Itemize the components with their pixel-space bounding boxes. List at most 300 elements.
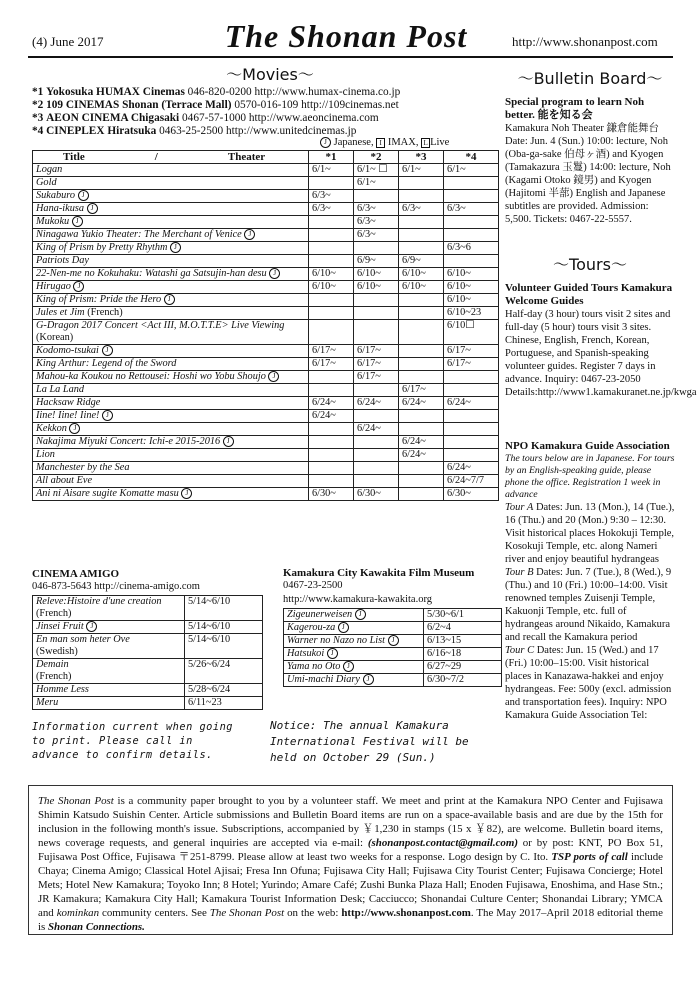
film-title: En man som heter Ove [36,634,130,645]
film-title-cell [33,596,185,621]
movie-title-cell [33,475,309,488]
movie-title: G-Dragon 2017 Concert <Act III, M.O.T.T.E> Live Viewing [36,320,285,331]
movie-title-cell [33,449,309,462]
movie-title: La La Land [36,384,85,395]
showing-cell-4 [444,229,499,242]
showing-cell-2: 6/3~ [354,203,399,216]
table-header-row [33,151,499,164]
film-dates: 6/2~4 [424,622,502,635]
vg-heading: Volunteer Guided Tours Kamakura Welcome Guides [505,282,673,307]
footer-p6: . The May 2017–April 2018 editorial theme is [38,907,663,933]
table-row [33,423,499,436]
footer-theme: Shonan Connections. [48,921,145,933]
footer-p4: community centers. See [99,907,210,919]
cinema-name: Yokosuka HUMAX Cinemas [46,86,185,98]
tour-b-label: Tour B [505,567,534,578]
table-row [33,294,499,307]
showing-cell-3 [399,177,444,190]
table-row [33,634,263,659]
movie-title-cell [33,358,309,371]
footer-email[interactable]: (shonanpost.contact@gmail.com) [367,837,518,849]
movie-title: Mahou-ka Koukou no Rettousei: Hoshi wo Yobu Shoujo [36,371,266,382]
showing-cell-1 [309,320,354,345]
movie-title-cell [33,255,309,268]
movie-title-cell [33,410,309,423]
showing-cell-2 [354,294,399,307]
issue-date: (4) June 2017 [32,34,104,49]
tours-title: ～Tours～ [553,255,627,274]
table-row [284,648,502,661]
col-header-3: *3 [399,151,444,164]
showing-cell-1 [309,384,354,397]
movie-title-cell [33,216,309,229]
showing-cell-2 [354,462,399,475]
noh-heading: Special program to learn Noh better. 能を知る会 [505,96,645,121]
footer-kominkan: kominkan [56,907,100,919]
showing-cell-3 [399,410,444,423]
showing-cell-4: 6/10☐ [444,320,499,345]
film-title-cell [284,622,424,635]
japanese-icon: J [327,648,338,659]
tours-npo [505,440,675,722]
showing-cell-3 [399,345,444,358]
showing-cell-1: 6/17~ [309,358,354,371]
footer-p3: include Chaya; Cinema Amigo; Classical Hotel Ajisai; Fresa Inn Ofuna; Fujisawa City Hall; Fujisawa City Tourist Center; Fujisawa Concierge; Hotel Mets; Hotel New Kamakura; Toyoko Inn; 8 Hotel; Yurindo; Amare Café; Zushi Bunka Plaza Hall; Enoden Fujisawa, Enoshima, and Hase Stn.; JR Kamakura; Kamakura City Hall; Kamakura Tourist Information Desk; Cacciucco; Shonandai Culture Center; Shonandai Library; YMCA and [38,851,663,919]
movie-schedule-table [32,150,499,501]
showing-cell-4: 6/3~ [444,203,499,216]
showing-cell-3 [399,216,444,229]
showing-cell-1: 6/10~ [309,281,354,294]
showing-cell-2: 6/24~ [354,423,399,436]
table-row [33,659,263,684]
japanese-icon: J [338,622,349,633]
film-title: Umi-machi Diary [287,674,360,685]
showing-cell-3: 6/1~ [399,164,444,177]
movie-title-cell [33,436,309,449]
film-title-cell [33,697,185,710]
japanese-icon: J [69,423,80,434]
showing-cell-3 [399,358,444,371]
movie-title-cell [33,268,309,281]
kawakita-table [283,608,502,687]
col-header-2: *2 [354,151,399,164]
cinema-number: *1 [32,86,44,98]
movie-title-cell [33,384,309,397]
film-title-cell [284,609,424,622]
tours-volunteer [505,282,697,399]
showing-cell-2 [354,449,399,462]
showing-cell-3: 6/10~ [399,268,444,281]
movie-title-cell [33,203,309,216]
showing-cell-3: 6/24~ [399,436,444,449]
amigo-table [32,595,263,710]
film-title: Warner no Nazo no List [287,635,386,646]
film-title-cell [284,661,424,674]
japanese-icon: J [102,410,113,421]
table-row [284,622,502,635]
showing-cell-1 [309,177,354,190]
showing-cell-2 [354,436,399,449]
showing-cell-1: 6/24~ [309,397,354,410]
movie-title-cell [33,320,309,345]
showing-cell-1 [309,216,354,229]
table-row [33,216,499,229]
showing-cell-2: 6/9~ [354,255,399,268]
showing-cell-3 [399,190,444,203]
japanese-icon: J [72,216,83,227]
film-language: (French) [36,608,72,619]
showing-cell-4: 6/30~ [444,488,499,501]
cinema-list-item [32,86,502,99]
showing-cell-3 [399,307,444,320]
movie-title: 22-Nen-me no Kokuhaku: Watashi ga Satsujin-han desu [36,268,267,279]
movies-legend: J Japanese, I IMAX, L Live [320,137,449,148]
footer-paper-name-2: The Shonan Post [209,907,285,919]
table-row [33,371,499,384]
showing-cell-4: 6/10~ [444,294,499,307]
cinema-name: CINEPLEX Hiratsuka [46,125,157,137]
japanese-icon: J [170,242,181,253]
japanese-icon: J [355,609,366,620]
amigo-contact: 046-873-5643 http://cinema-amigo.com [32,581,200,592]
movie-title: Hirugao [36,281,71,292]
showing-cell-2 [354,410,399,423]
table-row [33,449,499,462]
showing-cell-1 [309,449,354,462]
showing-cell-2: 6/3~ [354,229,399,242]
table-row [284,609,502,622]
header-rule [28,56,673,58]
cinema-list-item [32,99,502,112]
film-title-cell [33,621,185,634]
showing-cell-2: 6/10~ [354,268,399,281]
cinema-phone: 046-820-0200 [187,86,252,98]
film-title-cell [284,635,424,648]
col-header-4: *4 [444,151,499,164]
movie-title: Ani ni Aisare sugite Komatte masu [36,488,179,499]
showing-cell-1 [309,242,354,255]
film-title: Zigeunerweisen [287,609,353,620]
cinema-name: AEON CINEMA Chigasaki [46,112,180,124]
cinema-number: *2 [32,99,44,111]
showing-cell-3 [399,229,444,242]
film-title: Homme Less [36,684,89,695]
showing-cell-2: 6/17~ [354,358,399,371]
cinema-list [32,86,502,138]
movie-title-cell [33,488,309,501]
film-dates: 6/27~29 [424,661,502,674]
festival-notice: Notice: The annual Kamakura International Festival will be held on October 29 (Sun.) [270,719,469,764]
film-dates: 5/14~6/10 [185,621,263,634]
showing-cell-1: 6/10~ [309,268,354,281]
film-title-cell [284,674,424,687]
japanese-icon: J [164,294,175,305]
showing-cell-3 [399,423,444,436]
showing-cell-4: 6/10~ [444,281,499,294]
showing-cell-1: 6/17~ [309,345,354,358]
movie-title: King of Prism: Pride the Hero [36,294,162,305]
showing-cell-3 [399,294,444,307]
movie-language: (Korean) [36,332,74,343]
table-row [33,488,499,501]
japanese-icon: J [223,436,234,447]
showing-cell-1 [309,255,354,268]
showing-cell-4: 6/10~ [444,268,499,281]
showing-cell-1 [309,229,354,242]
japanese-icon: J [320,137,331,148]
movie-title-cell [33,294,309,307]
showing-cell-2: 6/24~ [354,397,399,410]
movie-title-cell [33,423,309,436]
japanese-icon: J [73,281,84,292]
showing-cell-3: 6/10~ [399,281,444,294]
showing-cell-1 [309,294,354,307]
kawakita-url[interactable]: http://www.kamakura-kawakita.org [283,594,432,605]
showing-cell-4 [444,371,499,384]
footer-web[interactable]: http://www.shonanpost.com [341,907,471,919]
movie-title-cell [33,190,309,203]
showing-cell-3 [399,462,444,475]
showing-cell-4 [444,177,499,190]
cinema-phone: 0467-57-1000 [182,112,247,124]
npo-note: The tours below are in Japanese. For tours by an English-speaking guide, please phone the office. Registration 1 week in advance [505,453,675,500]
showing-cell-1 [309,307,354,320]
film-title: Jinsei Fruit [36,621,84,632]
table-row [33,281,499,294]
movies-section-title: ～Movies～ [226,65,314,84]
showing-cell-3 [399,320,444,345]
showing-cell-4: 6/1~ [444,164,499,177]
film-title: Hatsukoi [287,648,325,659]
footer-p1: is a community paper brought to you by a volunteer staff. We meet and print at the Kamakura NPO Center and Fujisawa Shimin Katsudo Suishin Center. Article submissions and Bulletin Board items are run on a space-available basis and are due by the 15th for inclusion in the following month's issue. Subscriptions, accompanied by ￥1,230 in stamps (15 x ￥82), are welcome. Bulletin board items, news coverage requests, and general inquiries are accepted via e-mail: [38,795,663,849]
col-header-title: Title / Theater [33,151,309,164]
masthead-title: The Shonan Post [224,18,468,54]
npo-heading: NPO Kamakura Guide Association [505,440,670,452]
showing-cell-3 [399,371,444,384]
showing-cell-3: 6/17~ [399,384,444,397]
tour-a-label: Tour A [505,502,534,513]
footer-box [28,785,673,935]
movie-title-cell [33,371,309,384]
table-row [284,661,502,674]
movie-title-cell [33,177,309,190]
film-title: Kagerou-za [287,622,336,633]
table-row [33,384,499,397]
movie-title: Iine! Iine! Iine! [36,410,100,421]
showing-cell-4 [444,384,499,397]
movie-title-cell [33,242,309,255]
table-row [33,697,263,710]
showing-cell-4: 6/17~ [444,345,499,358]
bulletin-title: ～Bulletin Board～ [517,69,663,88]
showing-cell-4 [444,410,499,423]
film-title: Meru [36,697,59,708]
live-icon: L [421,138,430,148]
showing-cell-3: 6/9~ [399,255,444,268]
japanese-icon: J [269,268,280,279]
showing-cell-1 [309,462,354,475]
showing-cell-2: 6/1~ ☐ [354,164,399,177]
table-row [33,475,499,488]
tour-b-text: Dates: Jun. 7 (Tue.), 8 (Wed.), 9 (Thu.) and 10 (Fri.) 10:00–14:00. Visit renowned temples Zuisenji Temple, Kakuonji Temple, etc. full of hydrangeas around Nikaido, Kamakura and recall the Kamakura period [505,567,672,643]
showing-cell-4: 6/10~23 [444,307,499,320]
japanese-icon: J [102,345,113,356]
movie-title: Jules et Jim [36,307,85,318]
movie-title: Kodomo-tsukai [36,345,99,356]
showing-cell-4: 6/17~ [444,358,499,371]
japanese-icon: J [363,674,374,685]
showing-cell-4 [444,423,499,436]
showing-cell-4: 6/3~6 [444,242,499,255]
japanese-icon: J [86,621,97,632]
showing-cell-3: 6/3~ [399,203,444,216]
showing-cell-4 [444,216,499,229]
table-row [33,596,263,621]
header-url[interactable]: http://www.shonanpost.com [512,34,658,49]
showing-cell-4 [444,190,499,203]
movie-title: Patriots Day [36,255,89,266]
table-row [33,345,499,358]
amigo-title: CINEMA AMIGO [32,568,120,580]
showing-cell-3 [399,242,444,255]
film-dates: 5/26~6/24 [185,659,263,684]
film-title: Demain [36,659,69,670]
movie-title: Hana-ikusa [36,203,85,214]
movie-title: Ninagawa Yukio Theater: The Merchant of Venice [36,229,242,240]
showing-cell-2: 6/1~ [354,177,399,190]
movie-title: King Arthur: Legend of the Sword [36,358,177,369]
table-row [33,358,499,371]
table-row [33,307,499,320]
footer-p2: or by post: KNT, PO Box 51, Fujisawa Post Office, Fujisawa 〒251-8799. Please allow at least two weeks for a response. Logo design by C. Ito. [38,837,663,863]
showing-cell-1 [309,436,354,449]
showing-cell-1 [309,371,354,384]
showing-cell-2 [354,320,399,345]
movie-title-cell [33,307,309,320]
table-row [284,635,502,648]
showing-cell-4 [444,255,499,268]
showing-cell-2: 6/3~ [354,216,399,229]
showing-cell-1 [309,423,354,436]
tour-c-text: Dates: Jun. 15 (Wed.) and 17 (Fri.) 10:00–15:00. Visit historical places in Kanazawa-hakkei and enjoy hydrangeas. Fee: 500y (excl. admission and transportation fees). Inquiry: NPO Kamakura Guide Association Tel: [505,645,672,721]
movie-title: Mukoku [36,216,70,227]
footer-ports-label: TSP ports of call [551,851,628,863]
cinema-list-item [32,112,502,125]
film-title-cell [284,648,424,661]
movie-language: (French) [87,307,123,318]
movie-title-cell [33,281,309,294]
showing-cell-2 [354,242,399,255]
showing-cell-1 [309,475,354,488]
movie-title-cell [33,229,309,242]
table-row [33,177,499,190]
japanese-icon: J [244,229,255,240]
film-language: (Swedish) [36,646,78,657]
movie-title-cell [33,462,309,475]
showing-cell-2: 6/30~ [354,488,399,501]
table-row [33,164,499,177]
cinema-url[interactable]: http://www.humax-cinema.co.jp [254,86,401,98]
movie-title: King of Prism by Pretty Rhythm [36,242,168,253]
japanese-icon: J [343,661,354,672]
film-dates: 6/13~15 [424,635,502,648]
film-title-cell [33,634,185,659]
cinema-name: 109 CINEMAS Shonan (Terrace Mall) [46,99,232,111]
film-title: Yama no Oto [287,661,341,672]
showing-cell-1: 6/1~ [309,164,354,177]
showing-cell-2 [354,475,399,488]
movie-title: Gold [36,177,57,188]
bulletin-noh [505,96,675,226]
showing-cell-1: 6/3~ [309,190,354,203]
showing-cell-2 [354,384,399,397]
showing-cell-2 [354,190,399,203]
cinema-phone: 0463-25-2500 [159,125,224,137]
cinema-url[interactable]: http://www.unitedcinemas.jp [225,125,357,137]
showing-cell-2: 6/17~ [354,371,399,384]
table-row [33,621,263,634]
table-row [33,436,499,449]
cinema-number: *4 [32,125,44,137]
table-row [33,255,499,268]
showing-cell-3: 6/24~ [399,449,444,462]
table-row [33,320,499,345]
table-row [33,410,499,423]
table-row [33,229,499,242]
movie-title-cell [33,345,309,358]
film-dates: 6/30~7/2 [424,674,502,687]
showing-cell-2: 6/10~ [354,281,399,294]
table-row [33,397,499,410]
table-row [33,190,499,203]
film-language: (French) [36,671,72,682]
showing-cell-4: 6/24~7/7 [444,475,499,488]
showing-cell-4: 6/24~ [444,462,499,475]
showing-cell-2 [354,307,399,320]
table-row [33,462,499,475]
showing-cell-4 [444,449,499,462]
movie-title: Logan [36,164,63,175]
showing-cell-1: 6/30~ [309,488,354,501]
kawakita-title: Kamakura City Kawakita Film Museum [283,567,475,579]
showing-cell-4 [444,436,499,449]
cinema-url[interactable]: http://109cinemas.net [301,99,399,111]
showing-cell-3 [399,488,444,501]
movie-title: Manchester by the Sea [36,462,130,473]
cinema-url[interactable]: http://www.aeoncinema.com [248,112,379,124]
film-title: Releve:Histoire d'une creation [36,596,162,607]
showing-cell-2: 6/17~ [354,345,399,358]
imax-icon: I [376,138,385,148]
film-title-cell [33,659,185,684]
film-dates: 5/28~6/24 [185,684,263,697]
film-title-cell [33,684,185,697]
cinema-number: *3 [32,112,44,124]
film-dates: 5/30~6/1 [424,609,502,622]
table-row [33,203,499,216]
table-row [33,684,263,697]
showing-cell-3: 6/24~ [399,397,444,410]
movie-title-cell [33,164,309,177]
japanese-icon: J [87,203,98,214]
movie-title: Hacksaw Ridge [36,397,101,408]
showing-cell-4: 6/24~ [444,397,499,410]
japanese-icon: J [268,371,279,382]
table-row [33,268,499,281]
movie-title: Nakajima Miyuki Concert: Ichi-e 2015-2016 [36,436,221,447]
japanese-icon: J [388,635,399,646]
japanese-icon: J [78,190,89,201]
